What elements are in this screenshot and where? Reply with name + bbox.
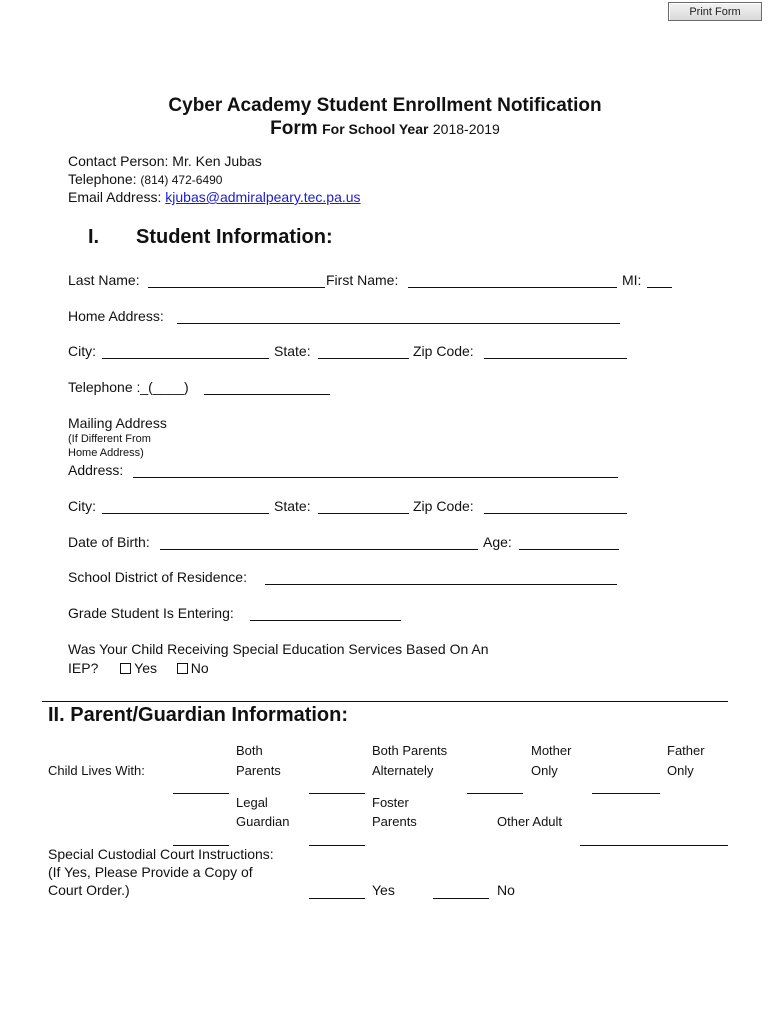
other-adult-blank[interactable] — [580, 845, 728, 846]
foster-parents-blank[interactable] — [309, 845, 365, 846]
telephone-label: Telephone: — [68, 171, 137, 187]
student-telephone-label: Telephone :_(____) — [68, 379, 189, 395]
iep-row — [68, 660, 209, 676]
zip-label: Zip Code: — [413, 343, 474, 359]
form-word: Form — [270, 118, 318, 139]
mi-label: MI: — [622, 272, 642, 288]
last-name-label: Last Name: — [68, 272, 140, 288]
print-form-button[interactable]: Print Form — [668, 2, 762, 21]
mailing-city-field[interactable] — [102, 513, 269, 514]
mailing-note-2: Home Address) — [68, 447, 144, 459]
iep-yes-label: Yes — [134, 660, 157, 676]
mother-line1: Mother — [531, 743, 572, 758]
city-label: City: — [68, 343, 96, 359]
both-parents-line2: Parents — [236, 763, 281, 778]
both-parents-line1: Both — [236, 743, 263, 758]
custodial-line1: Special Custodial Court Instructions: — [48, 846, 274, 862]
child-lives-with-label: Child Lives With: — [48, 763, 145, 778]
father-line2: Only — [667, 763, 694, 778]
contact-person — [68, 153, 262, 169]
custodial-line3: Court Order.) — [48, 882, 130, 898]
mailing-note-1: (If Different From — [68, 433, 151, 445]
iep-label: IEP? — [68, 660, 99, 676]
contact-person-label: Contact Person: — [68, 153, 169, 169]
custodial-yes-label: Yes — [372, 882, 395, 898]
home-address-field[interactable] — [177, 323, 620, 324]
first-name-field[interactable] — [408, 287, 617, 288]
alternately-blank[interactable] — [309, 793, 365, 794]
state-field[interactable] — [318, 358, 409, 359]
first-name-label: First Name: — [326, 272, 399, 288]
contact-telephone — [68, 171, 222, 187]
mother-line2: Only — [531, 763, 558, 778]
dob-field[interactable] — [160, 549, 478, 550]
custodial-no-label: No — [497, 882, 515, 898]
telephone-number: (814) 472-6490 — [140, 173, 223, 187]
custodial-yes-blank[interactable] — [309, 898, 365, 899]
father-only-blank[interactable] — [592, 793, 660, 794]
age-field[interactable] — [519, 549, 619, 550]
iep-no-label: No — [190, 660, 209, 676]
home-address-label: Home Address: — [68, 308, 164, 324]
email-label: Email Address: — [68, 189, 162, 205]
both-parents-blank[interactable] — [173, 793, 229, 794]
dob-label: Date of Birth: — [68, 534, 150, 550]
mailing-address-field-label: Address: — [68, 462, 124, 478]
district-label: School District of Residence: — [68, 569, 247, 585]
alternately-line2: Alternately — [372, 763, 434, 778]
foster-line2: Parents — [372, 814, 417, 829]
custodial-line2: (If Yes, Please Provide a Copy of — [48, 864, 253, 880]
mother-only-blank[interactable] — [467, 793, 523, 794]
contact-email — [68, 189, 361, 205]
custodial-no-blank[interactable] — [433, 898, 489, 899]
school-year-label: For School Year — [322, 121, 429, 137]
mailing-zip-label: Zip Code: — [413, 498, 474, 514]
form-subtitle — [0, 118, 770, 140]
email-link[interactable]: kjubas@admiralpeary.tec.pa.us — [165, 189, 361, 205]
section-1-heading: Student Information: — [136, 226, 333, 248]
city-field[interactable] — [102, 358, 269, 359]
mailing-address-label: Mailing Address — [68, 415, 167, 431]
legal-line1: Legal — [236, 795, 268, 810]
section-1-numeral: I. — [88, 226, 100, 248]
father-line1: Father — [667, 743, 705, 758]
zip-field[interactable] — [484, 358, 627, 359]
section-2-heading: II. Parent/Guardian Information: — [48, 704, 349, 726]
mailing-state-label: State: — [274, 498, 311, 514]
mailing-zip-field[interactable] — [484, 513, 627, 514]
grade-label: Grade Student Is Entering: — [68, 605, 234, 621]
contact-person-name: Mr. Ken Jubas — [172, 153, 262, 169]
section-divider — [42, 701, 728, 702]
mailing-address-field[interactable] — [133, 477, 618, 478]
form-title: Cyber Academy Student Enrollment Notification — [168, 95, 602, 116]
other-adult-label: Other Adult — [497, 814, 563, 829]
district-field[interactable] — [265, 584, 617, 585]
iep-no-checkbox[interactable] — [177, 663, 188, 674]
mailing-state-field[interactable] — [318, 513, 409, 514]
iep-yes-checkbox[interactable] — [120, 663, 131, 674]
school-year: 2018-2019 — [432, 121, 500, 137]
alternately-line1: Both Parents — [372, 743, 448, 758]
legal-line2: Guardian — [236, 814, 290, 829]
last-name-field[interactable] — [148, 287, 325, 288]
mailing-city-label: City: — [68, 498, 96, 514]
foster-line1: Foster — [372, 795, 409, 810]
iep-question: Was Your Child Receiving Special Education Services Based On An — [68, 641, 489, 657]
grade-field[interactable] — [250, 620, 401, 621]
student-telephone-field[interactable] — [204, 394, 330, 395]
state-label: State: — [274, 343, 311, 359]
mi-field[interactable] — [647, 287, 672, 288]
age-label: Age: — [483, 534, 512, 550]
